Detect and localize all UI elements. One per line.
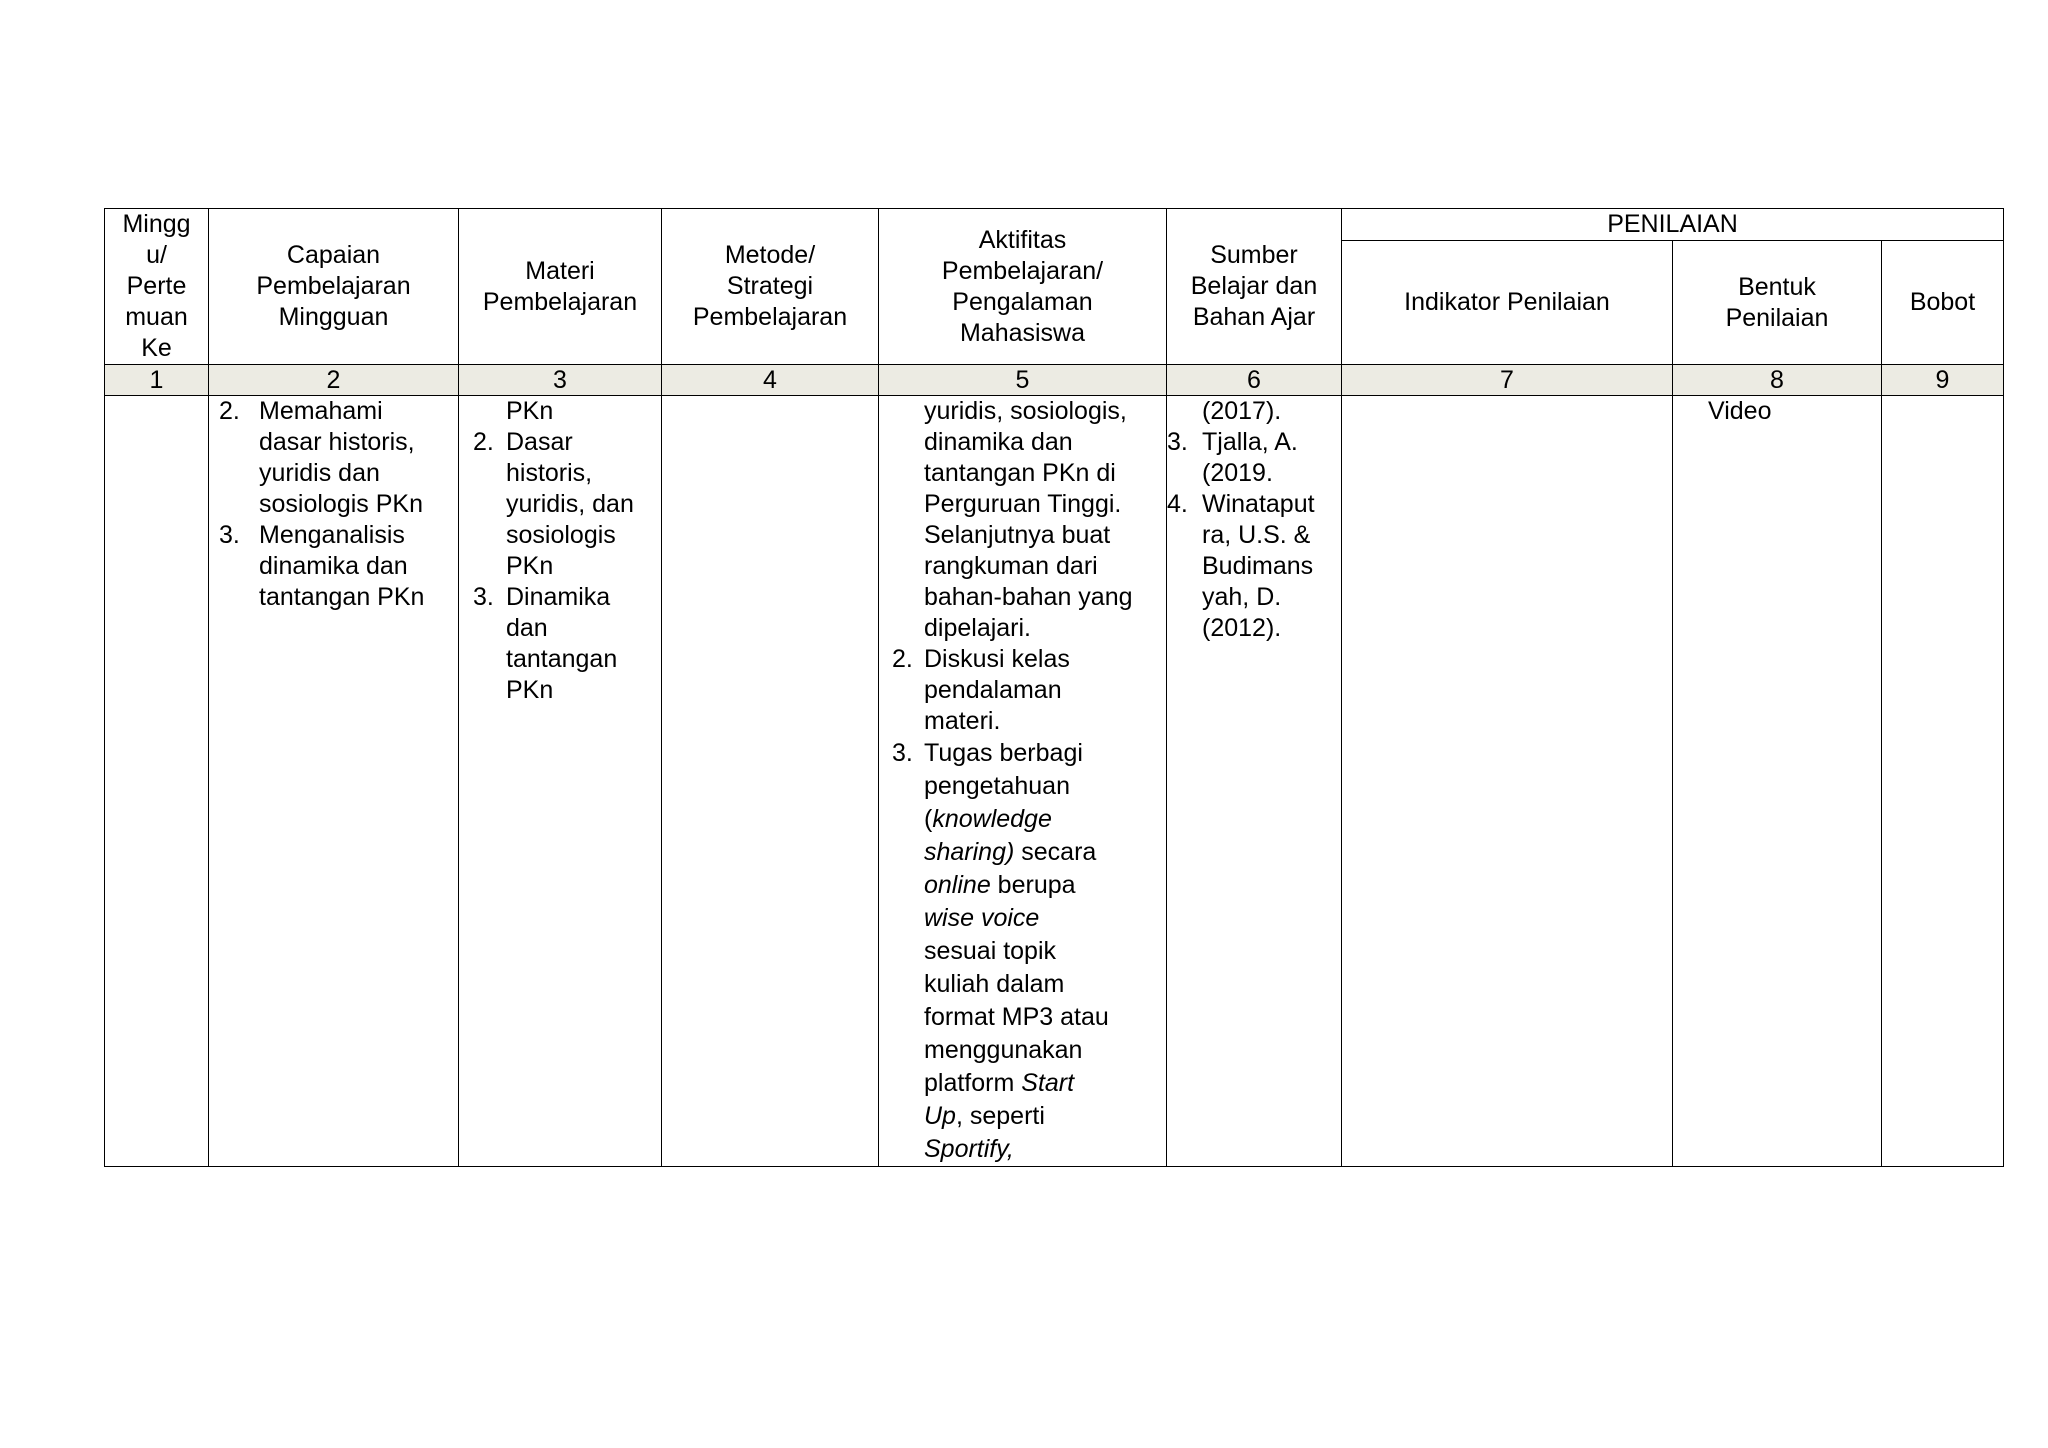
list-item: 3. Menganalisis dinamika dan tantangan PKn: [219, 521, 425, 611]
column-number: 7: [1342, 365, 1673, 396]
header-aktifitas: Aktifitas Pembelajaran/ Pengalaman Mahasiswa: [879, 209, 1167, 365]
header-sumber: Sumber Belajar dan Bahan Ajar: [1167, 209, 1342, 365]
cell-aktifitas: yuridis, sosiologis, dinamika dan tantangan PKn di Perguruan Tinggi. Selanjutnya buat rangkuman dari bahan-bahan yang dipelajari. 2. Diskusi kelas pendalaman materi. 3. Tugas berbagi pengetahuan (knowledge sharing) secara online berupa wise voice sesuai topik kuliah dalam format MP3 atau menggunakan platform Start Up, seperti Sportify,: [879, 396, 1167, 1167]
header-bobot: Bobot: [1882, 241, 2004, 365]
header-bentuk: Bentuk Penilaian: [1673, 241, 1882, 365]
table-row: [105, 396, 2004, 1167]
column-number: 4: [662, 365, 879, 396]
header-capaian: Capaian Pembelajaran Mingguan: [209, 209, 459, 365]
header-materi: Materi Pembelajaran: [459, 209, 662, 365]
cell-bentuk: Video: [1673, 396, 1882, 1167]
cell-materi: PKn 2. Dasar historis, yuridis, dan sosiologis PKn 3. Dinamika dan tantangan PKn: [459, 396, 662, 1167]
list-item: 4. Winataput ra, U.S. & Budimans yah, D. (2012).: [1167, 490, 1315, 642]
list-item: 3. Tjalla, A. (2019.: [1167, 428, 1298, 487]
column-number: 6: [1167, 365, 1342, 396]
column-number: 9: [1882, 365, 2004, 396]
cell-bobot: [1882, 396, 2004, 1167]
list-item: 3. Tugas berbagi pengetahuan (knowledge sharing) secara online berupa wise voice sesuai topik kuliah dalam format MP3 atau menggunakan platform Start Up, seperti Sportify,: [892, 739, 1109, 1163]
column-number: 1: [105, 365, 209, 396]
cell-sumber: (2017). 3. Tjalla, A. (2019. 4. Winataput ra, U.S. & Budimans yah, D. (2012).: [1167, 396, 1342, 1167]
header-indikator: Indikator Penilaian: [1342, 241, 1673, 365]
cell-minggu: [105, 396, 209, 1167]
header-metode: Metode/ Strategi Pembelajaran: [662, 209, 879, 365]
column-number: 8: [1673, 365, 1882, 396]
list-item: 2. Memahami dasar historis, yuridis dan sosiologis PKn: [219, 397, 423, 518]
list-item: 2. Diskusi kelas pendalaman materi.: [892, 645, 1070, 735]
list-item: 3. Dinamika dan tantangan PKn: [473, 583, 618, 704]
list-item: 2. Dasar historis, yuridis, dan sosiologis PKn: [473, 428, 634, 580]
column-number: 5: [879, 365, 1167, 396]
column-number: 2: [209, 365, 459, 396]
column-number-row: [105, 365, 2004, 396]
cell-capaian: [209, 396, 459, 1167]
header-minggu: Mingg u/ Perte muan Ke: [105, 209, 209, 365]
cell-indikator: [1342, 396, 1673, 1167]
cell-metode: [662, 396, 879, 1167]
header-penilaian: PENILAIAN: [1342, 209, 2004, 241]
rps-table: [104, 208, 2004, 1167]
column-number: 3: [459, 365, 662, 396]
